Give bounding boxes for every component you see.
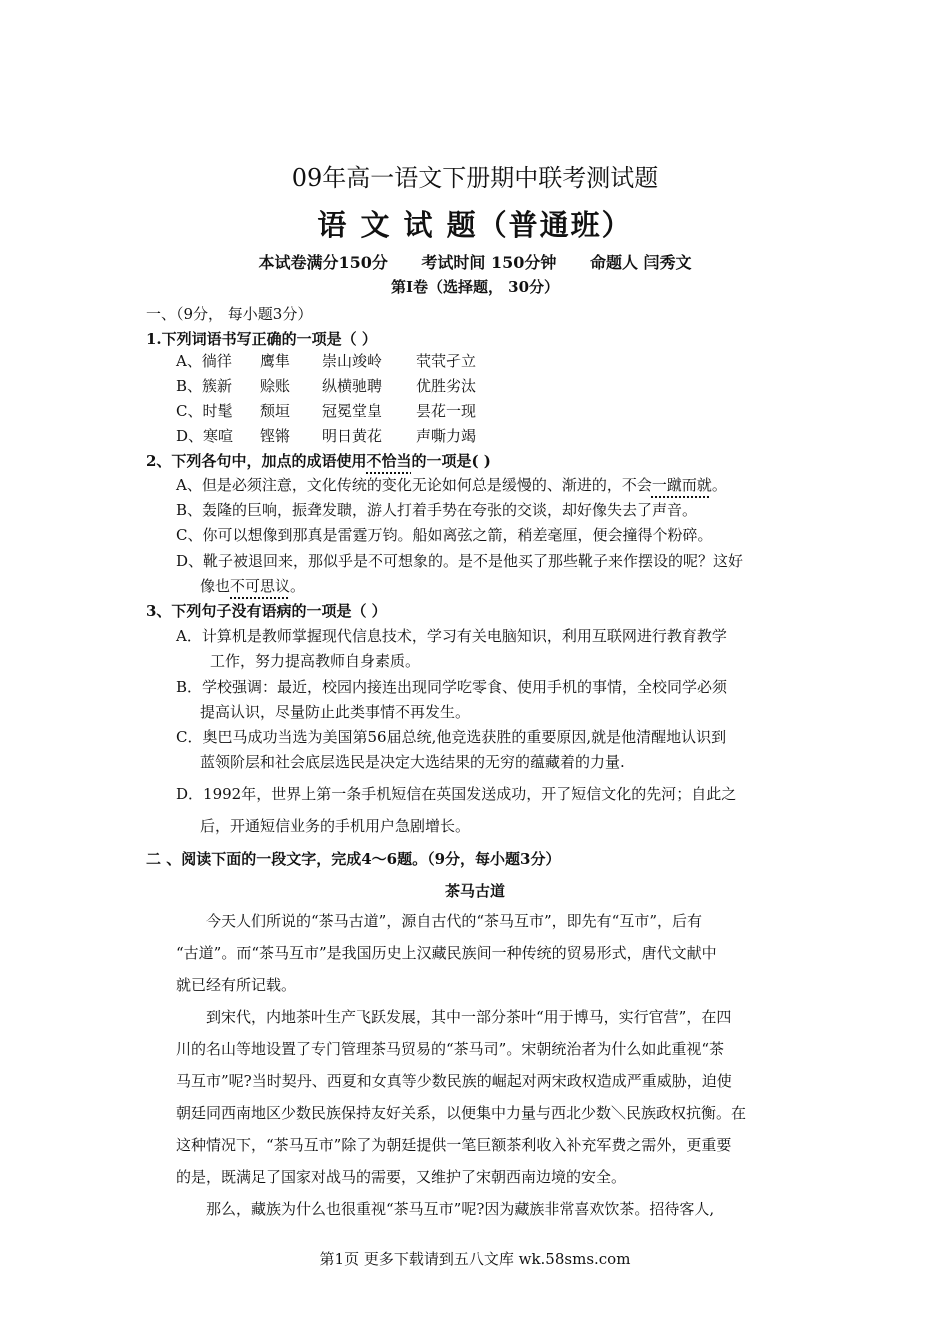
q3-option-c-line1: C．奥巴马成功当选为美国第56届总统,他竞选获胜的重要原因,就是他清醒地认识到 [176, 728, 727, 746]
passage-line: 朝廷同西南地区少数民族保持友好关系，以便集中力量与西北少数＼民族政权抗衡。在 [176, 1104, 747, 1122]
section2-heading: 二 、阅读下面的一段文字，完成4～6题。（9分，每小题3分） [146, 850, 561, 868]
q2-a-dotted: 一蹴而就 [651, 476, 712, 494]
q1-d-2: 铿锵 [260, 427, 291, 445]
q1-d-1: D、寒喧 [176, 427, 234, 445]
q1-c-1: C、时髦 [176, 402, 233, 420]
passage-line: 到宋代，内地茶叶生产飞跃发展，其中一部分茶叶“用于博马，实行官营”，在四 [206, 1008, 732, 1026]
page-title: 09年高一语文下册期中联考测试题 [291, 164, 659, 192]
q1-c-2: 颓垣 [260, 402, 291, 420]
passage-line: 就已经有所记载。 [176, 976, 297, 994]
q2-option-d-line2 [200, 575, 305, 596]
q1-b-1: B、簇新 [176, 377, 233, 395]
q3-option-a-line2: 工作，努力提高教师自身素质。 [210, 652, 421, 670]
volume-heading: 第Ⅰ卷（选择题， 30分） [390, 278, 560, 296]
q3-option-c-line2: 蓝领阶层和社会底层选民是决定大选结果的无穷的蕴藏着的力量. [200, 753, 625, 771]
q2-d-dotted: 不可思议 [230, 577, 291, 595]
passage-line: 马互市”呢?当时契丹、西夏和女真等少数民族的崛起对两宋政权造成严重威胁，迫使 [176, 1072, 732, 1090]
q2-option-a [176, 474, 727, 495]
q1-a-2: 鹰隼 [260, 352, 291, 370]
q3-option-d-line1: D．1992年，世界上第一条手机短信在英国发送成功，开了短信文化的先河；自此之 [176, 785, 737, 803]
q1-b-4: 优胜劣汰 [416, 377, 477, 395]
passage-line: 川的名山等地设置了专门管理茶马贸易的“茶马司”。宋朝统治者为什么如此重视“茶 [176, 1040, 725, 1058]
q2-d-post: 。 [290, 577, 306, 595]
section1-heading: 一、（9分， 每小题3分） [146, 305, 313, 323]
q1-a-4: 茕茕孑立 [416, 352, 477, 370]
q3-option-b-line2: 提高认识，尽量防止此类事情不再发生。 [200, 703, 471, 721]
exam-info [0, 250, 950, 273]
q1-a-1: A、徜徉 [176, 352, 232, 370]
q2-stem-a: 2、下列各句中，加点的成语使用 [146, 452, 367, 470]
q2-option-c: C、你可以想像到那真是雷霆万钧。船如离弦之箭，稍差毫厘，便会撞得个粉碎。 [176, 526, 713, 544]
passage-title: 茶马古道 [444, 882, 505, 900]
exam-author: 命题人 闫秀文 [589, 253, 692, 272]
q2-d-pre: 像也 [200, 577, 231, 595]
q2-option-b: B、轰隆的巨响，振聋发聩，游人打着手势在夸张的交谈，却好像失去了声音。 [176, 501, 698, 519]
q3-option-a-line1: A．计算机是教师掌握现代信息技术，学习有关电脑知识，利用互联网进行教育教学 [176, 627, 727, 645]
q3-option-b-line1: B．学校强调：最近，校园内接连出现同学吃零食、使用手机的事情，全校同学必须 [176, 678, 728, 696]
q2-a-post: 。 [711, 476, 727, 494]
q2-stem-dotted: 不恰当 [366, 452, 412, 470]
q1-d-4: 声嘶力竭 [416, 427, 477, 445]
q3-stem: 3、下列句子没有语病的一项是（ ） [146, 602, 387, 620]
q2-option-d-line1: D、靴子被退回来，那似乎是不可想象的。是不是他买了那些靴子来作摆设的呢？这好 [176, 552, 744, 570]
passage-line: “古道”。而“茶马互市”是我国历史上汉藏民族间一种传统的贸易形式，唐代文献中 [176, 944, 717, 962]
q1-a-3: 崇山竣岭 [322, 352, 383, 370]
passage-line: 那么，藏族为什么也很重视“茶马互市”呢?因为藏族非常喜欢饮茶。招待客人, [206, 1200, 715, 1218]
passage-line: 这种情况下，“茶马互市”除了为朝廷提供一笔巨额茶利收入补充军费之需外，更重要 [176, 1136, 732, 1154]
q1-c-3: 冠冕堂皇 [322, 402, 383, 420]
q1-c-4: 昙花一现 [416, 402, 477, 420]
q2-stem [146, 450, 491, 471]
q2-stem-b: 的一项是( ) [411, 452, 491, 470]
q1-b-3: 纵横驰聘 [322, 377, 383, 395]
q1-option-d [176, 425, 476, 446]
q1-d-3: 明日黄花 [322, 427, 383, 445]
passage-line: 今天人们所说的“茶马古道”，源自古代的“茶马互市”，即先有“互市”，后有 [206, 912, 703, 930]
q1-option-a [176, 350, 476, 371]
q1-b-2: 赊账 [260, 377, 291, 395]
page-footer: 第1页 更多下载请到五八文库 wk.58sms.com [319, 1250, 631, 1268]
q1-option-b [176, 375, 476, 396]
exam-time: 考试时间 150分钟 [421, 253, 557, 272]
exam-subtitle: 语 文 试 题（普通班） [317, 208, 633, 242]
q3-option-d-line2: 后，开通短信业务的手机用户急剧增长。 [200, 817, 471, 835]
q1-stem: 1.下列词语书写正确的一项是（ ） [146, 330, 377, 348]
q1-option-c [176, 400, 476, 421]
q2-a-pre: A、但是必须注意，文化传统的变化无论如何总是缓慢的、渐进的，不会 [176, 476, 652, 494]
passage-line: 的是，既满足了国家对战马的需要，又维护了宋朝西南边境的安全。 [176, 1168, 627, 1186]
full-score: 本试卷满分150分 [258, 253, 388, 272]
